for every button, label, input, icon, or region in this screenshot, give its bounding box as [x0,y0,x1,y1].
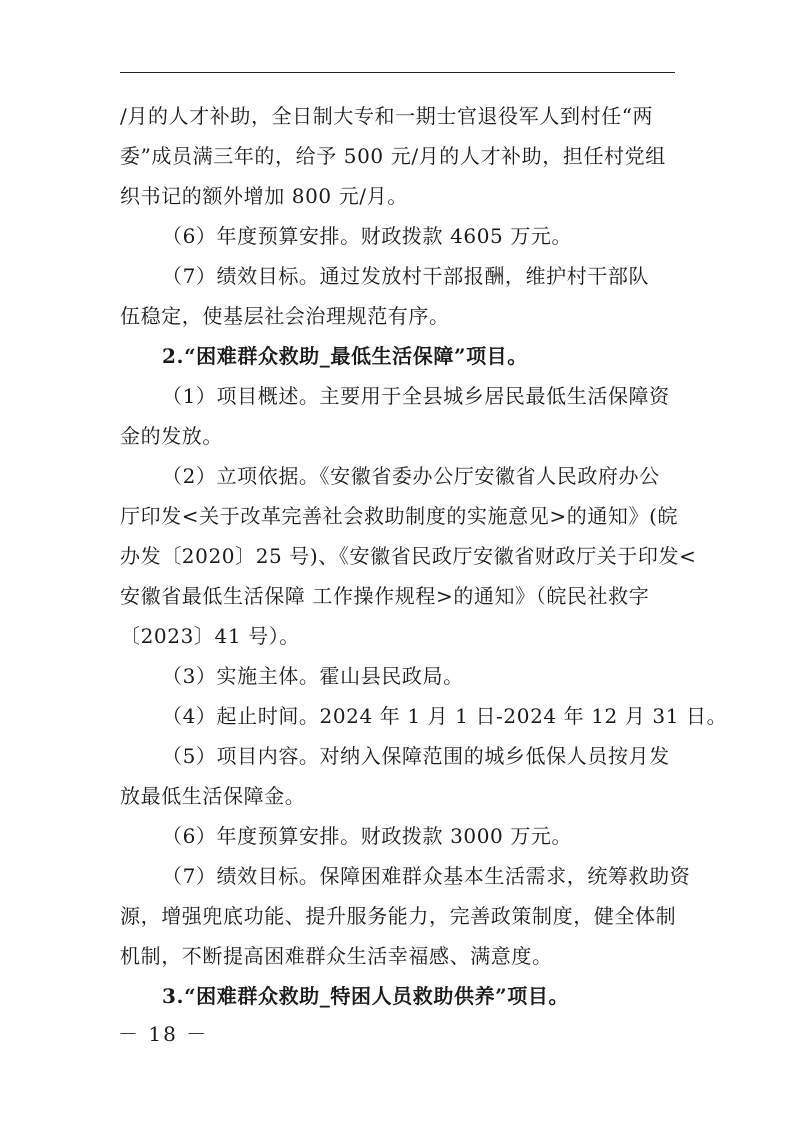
text-line: 安徽省最低生活保障 工作操作规程>的通知》（皖民社救字 [120,584,650,608]
text-line: 金的发放。 [120,424,223,448]
text-line: 委”成员满三年的，给予 500 元/月的人才补助，担任村党组 [120,144,666,168]
text-line: （5）项目内容。对纳入保障范围的城乡低保人员按月发 [162,744,670,768]
text-line: （3）实施主体。霍山县民政局。 [162,664,464,688]
text-line: （7）绩效目标。保障困难群众基本生活需求，统筹救助资 [162,864,691,888]
page-number: － 18 － [118,1022,209,1046]
text-line: 〔2023〕41 号）。 [120,624,300,648]
header-rule [120,72,675,73]
text-line: 机制，不断提高困难群众生活幸福感、满意度。 [120,944,553,968]
text-line: 放最低生活保障金。 [120,784,306,808]
text-line: /月的人才补助，全日制大专和一期士官退役军人到村任“两 [120,104,654,128]
text-line: （6）年度预算安排。财政拨款 4605 万元。 [162,224,573,248]
text-line: （1）项目概述。主要用于全县城乡居民最低生活保障资 [162,384,670,408]
text-line: （7）绩效目标。通过发放村干部报酬，维护村干部队 [162,264,650,288]
text-line: 织书记的额外增加 800 元/月。 [120,184,408,208]
section-heading: 3.“困难群众救助_特困人员救助供养”项目。 [162,984,570,1008]
text-line: （2）立项依据。《安徽省委办公厅安徽省人民政府办公 [162,464,660,488]
text-line: （4）起止时间。2024 年 1 月 1 日-2024 年 12 月 31 日。 [162,704,728,728]
text-line: 源，增强兜底功能、提升服务能力，完善政策制度，健全体制 [120,904,677,928]
text-line: 伍稳定，使基层社会治理规范有序。 [120,304,450,328]
document-body [120,96,728,1016]
text-line: （6）年度预算安排。财政拨款 3000 万元。 [162,824,573,848]
section-heading: 2.“困难群众救助_最低生活保障”项目。 [162,344,528,368]
text-line: 厅印发<关于改革完善社会救助制度的实施意见>的通知》(皖 [120,504,679,528]
text-line: 办发〔2020〕25 号)、《安徽省民政厅安徽省财政厅关于印发< [120,544,697,568]
